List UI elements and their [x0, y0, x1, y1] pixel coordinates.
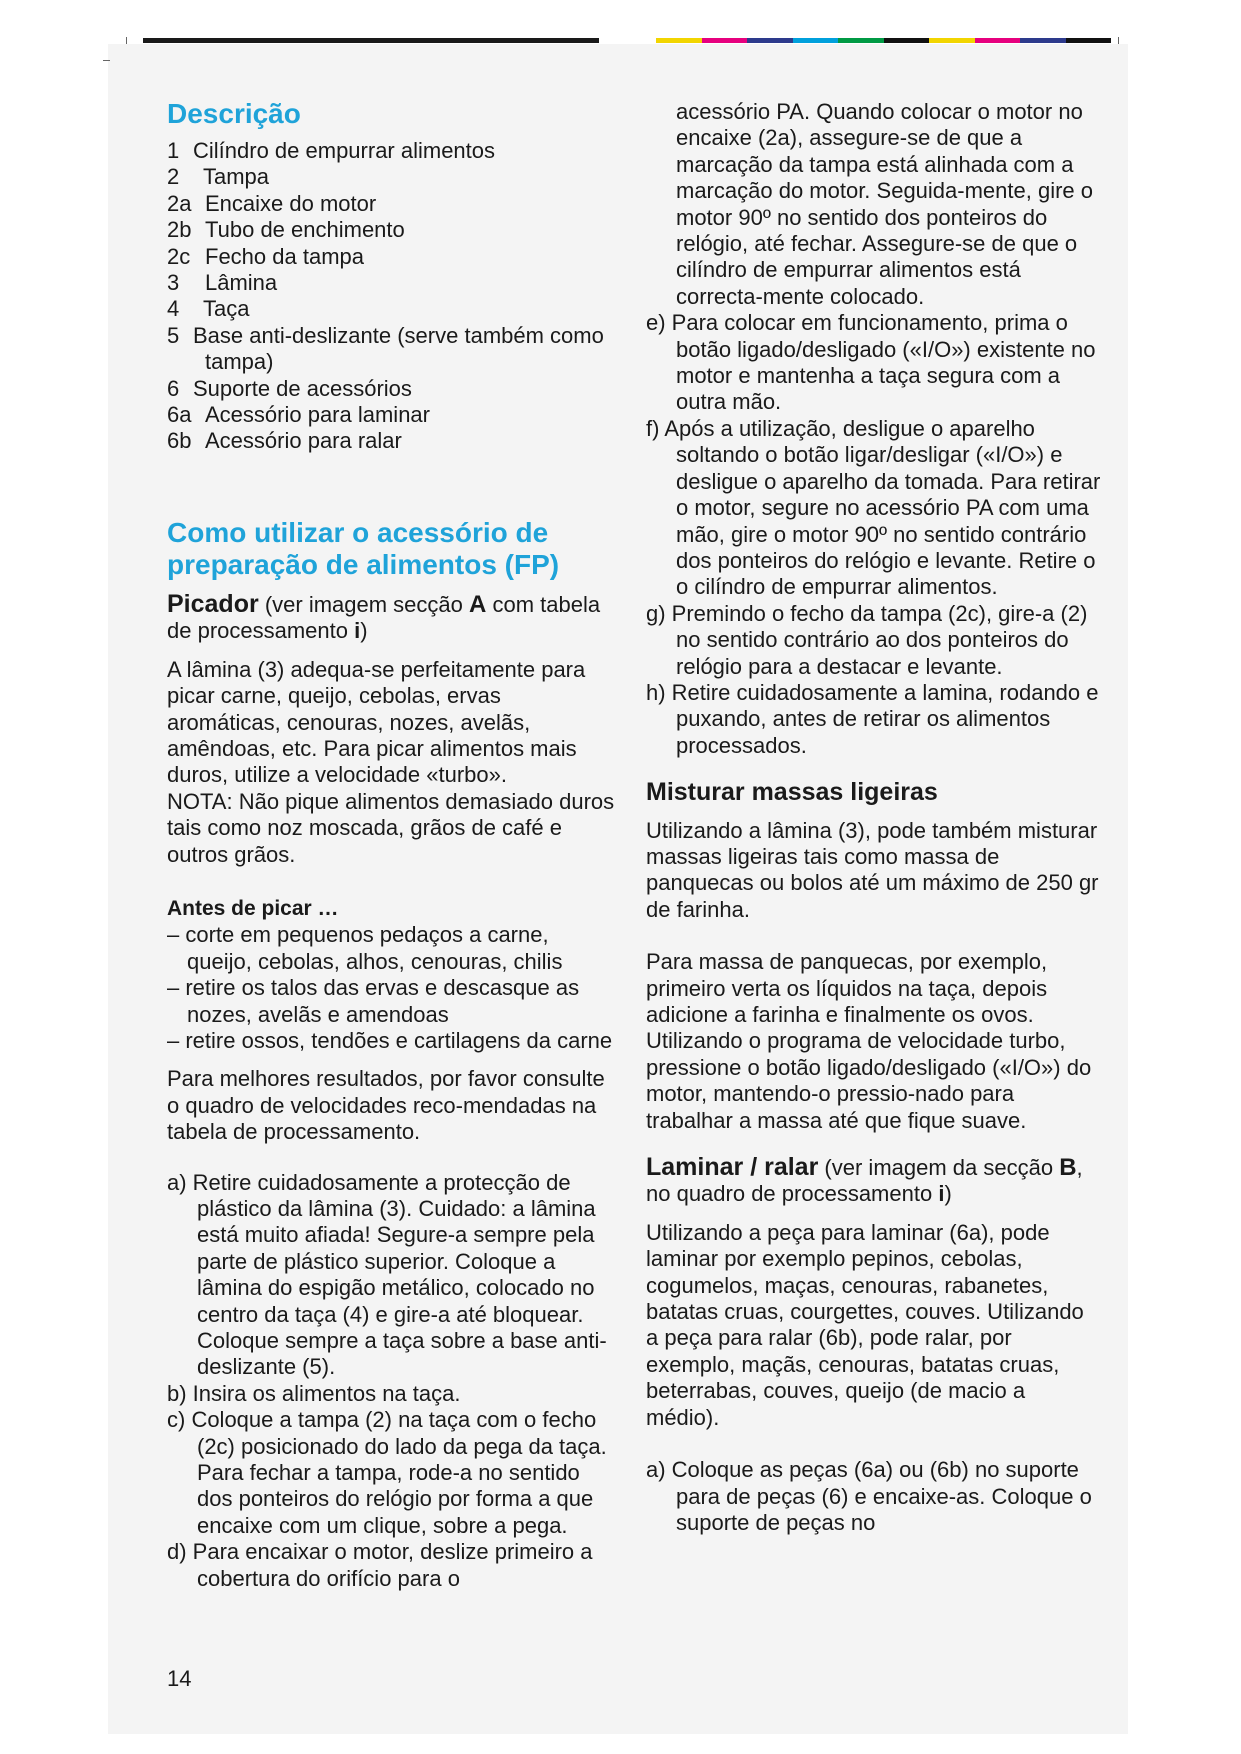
- steps-list: [167, 1170, 617, 1593]
- color-swatch: [747, 38, 793, 43]
- list-item: 1 Cilíndro de empurrar alimentos: [167, 138, 496, 163]
- list-item: 2b Tubo de enchimento: [167, 217, 405, 243]
- slice-para: Utilizando a peça para laminar (6a), pode laminar por exemplo pepinos, cebolas, cogumelos, maças, cenouras, rabanetes, batatas cruas, courgettes, couves. Utilizando a peça para ralar (6b), pode ralar, por exemplo, maçãs, cenouras, batatas cruas, beterrabas, couves, queijo (de macio a médio).: [646, 1219, 1084, 1430]
- print-registration-bar-left: [143, 38, 599, 43]
- picador-note: NOTA: Não pique alimentos demasiado duros tais como noz moscada, grãos de café e outros grãos.: [167, 788, 615, 867]
- color-swatch: [656, 38, 702, 43]
- list-item: 6a Acessório para laminar: [167, 402, 430, 428]
- best-results-text: Para melhores resultados, por favor consulte o quadro de velocidades reco-mendadas na tabela de processamento.: [167, 1066, 605, 1145]
- step-item: a) Retire cuidadosamente a protecção de plástico da lâmina (3). Cuidado: a lâmina está muito afiada! Segure-a sempre pela parte de plástico superior. Coloque a lâmina do espigão metálico, colocado no centro da taça (4) e gire-a até bloquear. Coloque sempre a taça sobre a base anti-deslizante (5).: [167, 1169, 607, 1380]
- color-swatch: [793, 38, 839, 43]
- step-item: e) Para colocar em funcionamento, prima o botão ligado/desligado («I/O») existente no motor e mantenha a taça segura com a outra mão.: [646, 310, 1096, 415]
- right-column: [646, 99, 1101, 1536]
- list-item: 5 Base anti-deslizante (serve também como tampa): [167, 322, 604, 375]
- list-item: – corte em pequenos pedaços a carne, queijo, cebolas, alhos, cenouras, chilis: [167, 922, 563, 974]
- steps-list-continued: [646, 310, 1101, 759]
- list-item: 3 Lâmina: [167, 270, 278, 296]
- batter-heading: Misturar massas ligeiras: [646, 778, 938, 807]
- list-item: 6b Acessório para ralar: [167, 428, 402, 454]
- page-number: 14: [167, 1666, 192, 1691]
- crop-mark: [103, 60, 110, 61]
- list-item: 2a Encaixe do motor: [167, 190, 377, 216]
- step-item: d) Para encaixar o motor, deslize primeiro a cobertura do orifício para o: [167, 1539, 593, 1591]
- crop-mark: [126, 37, 127, 44]
- color-swatch: [702, 38, 748, 43]
- list-item: 2 Tampa: [167, 164, 270, 190]
- list-item: 2c Fecho da tampa: [167, 243, 364, 269]
- how-to-heading: Como utilizar o acessório de preparação de alimentos (FP): [167, 516, 560, 580]
- color-swatch: [1066, 38, 1112, 43]
- picador-heading: Picador (ver imagem secção A com tabela de processamento i): [167, 589, 601, 644]
- picador-intro: A lâmina (3) adequa-se perfeitamente para picar carne, queijo, cebolas, ervas aromáticas, cenouras, nozes, avelãs, amêndoas, etc. Para picar alimentos mais duros, utilize a velocidade «turbo».: [167, 656, 586, 788]
- list-item: 4 Taça: [167, 296, 250, 322]
- slice-heading: Laminar / ralar (ver imagem da secção B, no quadro de processamento i): [646, 1153, 1083, 1207]
- list-item: – retire os talos das ervas e descasque as nozes, avelãs e amendoas: [167, 975, 580, 1027]
- color-swatch: [929, 38, 975, 43]
- batter-para-1: Utilizando a lâmina (3), pode também misturar massas ligeiras tais como massa de panquecas ou bolos até um máximo de 250 gr de farinha.: [646, 817, 1099, 922]
- batter-para-2: Para massa de panquecas, por exemplo, primeiro verta os líquidos na taça, depois adicione a farinha e finalmente os ovos. Utilizando o programa de velocidade turbo, pressione o botão ligado/desligado («I/O») do motor, mantendo-o pressio-nado para trabalhar a massa até que fique suave.: [646, 949, 1092, 1133]
- info-icon: i: [938, 1181, 945, 1207]
- step-item: c) Coloque a tampa (2) na taça com o fecho (2c) posicionado do lado da pega da taça. Para fechar a tampa, rode-a no sentido dos ponteiros do relógio por forma a que encaixe com um clique, sobre a pega.: [167, 1407, 607, 1538]
- list-item: – retire ossos, tendões e cartilagens da carne: [167, 1027, 613, 1053]
- before-chopping-list: [167, 922, 617, 1054]
- color-swatch: [1020, 38, 1066, 43]
- description-heading: Descrição: [167, 98, 301, 129]
- step-item: b) Insira os alimentos na taça.: [167, 1380, 461, 1406]
- step-item: f) Após a utilização, desligue o aparelho soltando o botão ligar/desligar («I/O») e desligue o aparelho da tomada. Para retirar o motor, segure no acessório PA com uma mão, gire o motor 90º no sentido contrário dos ponteiros do relógio e levante. Retire o o cilíndro de empurrar alimentos.: [646, 415, 1101, 600]
- list-item: 6 Suporte de acessórios: [167, 375, 412, 401]
- color-swatch: [884, 38, 930, 43]
- step-item: a) Coloque as peças (6a) ou (6b) no suporte para de peças (6) e encaixe-as. Coloque o suporte de peças no: [646, 1457, 1092, 1535]
- step-item: h) Retire cuidadosamente a lamina, rodando e puxando, antes de retirar os alimentos processados.: [646, 679, 1099, 758]
- crop-mark: [1118, 37, 1119, 44]
- color-swatch: [975, 38, 1021, 43]
- print-color-bar: [656, 38, 1111, 43]
- step-item: g) Premindo o fecho da tampa (2c), gire-a (2) no sentido contrário ao dos ponteiros do relógio para a destacar e levante.: [646, 600, 1088, 679]
- color-swatch: [838, 38, 884, 43]
- parts-list: [167, 138, 617, 455]
- before-chopping-heading: Antes de picar …: [167, 896, 339, 920]
- step-d-continued: acessório PA. Quando colocar o motor no encaixe (2a), assegure-se de que a marcação da tampa está alinhada com a marcação do motor. Seguida-mente, gire o motor 90º no sentido dos ponteiros do relógio, até fechar. Assegure-se de que o cilíndro de empurrar alimentos está correcta-mente colocado.: [676, 99, 1094, 309]
- info-icon: i: [354, 618, 361, 644]
- left-column: [167, 98, 617, 1592]
